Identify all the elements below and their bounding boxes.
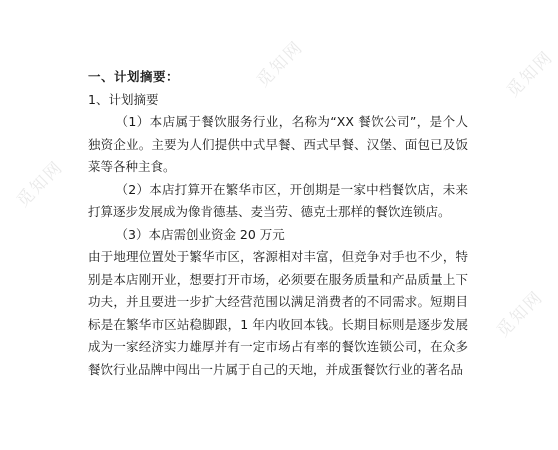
watermark: 觅知网: [13, 157, 68, 212]
paragraph-location-plan: （2）本店打算开在繁华市区，开创期是一家中档餐饮店，未来打算逐步发展成为像肯德基、麦当劳、德克士那样的餐饮连锁店。: [88, 181, 468, 219]
paragraph-business-overview: （1）本店属于餐饮服务行业，名称为“XX 餐饮公司”，是个人独资企业。主要为人们提供中式早餐、西式早餐、汉堡、面包已及饭菜等各种主食。: [88, 114, 468, 174]
document-body: [88, 66, 468, 381]
watermark: 觅知网: [503, 47, 558, 102]
subsection-heading: 1、计划摘要: [88, 91, 159, 107]
paragraph-goals: 由于地理位置处于繁华市区，客源相对丰富，但竞争对手也不少，特别是本店刚开业，想要打开市场，必须要在服务质量和产品质量上下功夫，并且要进一步扩大经营范围以满足消费者的不同需求。短期目标是在繁华市区站稳脚跟，1 年内收回本钱。长期目标则是逐步发展成为一家经济实力雄厚并有一定市场占有率的餐饮连锁公司，在众多餐饮行业品牌中闯出一片属于自己的天地，并成蛋餐饮行业的著名品: [88, 249, 468, 377]
section-heading: 一、计划摘要：: [88, 69, 180, 84]
watermark: 觅知网: [493, 287, 548, 342]
watermark: 觅知网: [253, 37, 308, 92]
paragraph-startup-capital: （3）本店需创业资金 20 万元: [115, 226, 285, 242]
